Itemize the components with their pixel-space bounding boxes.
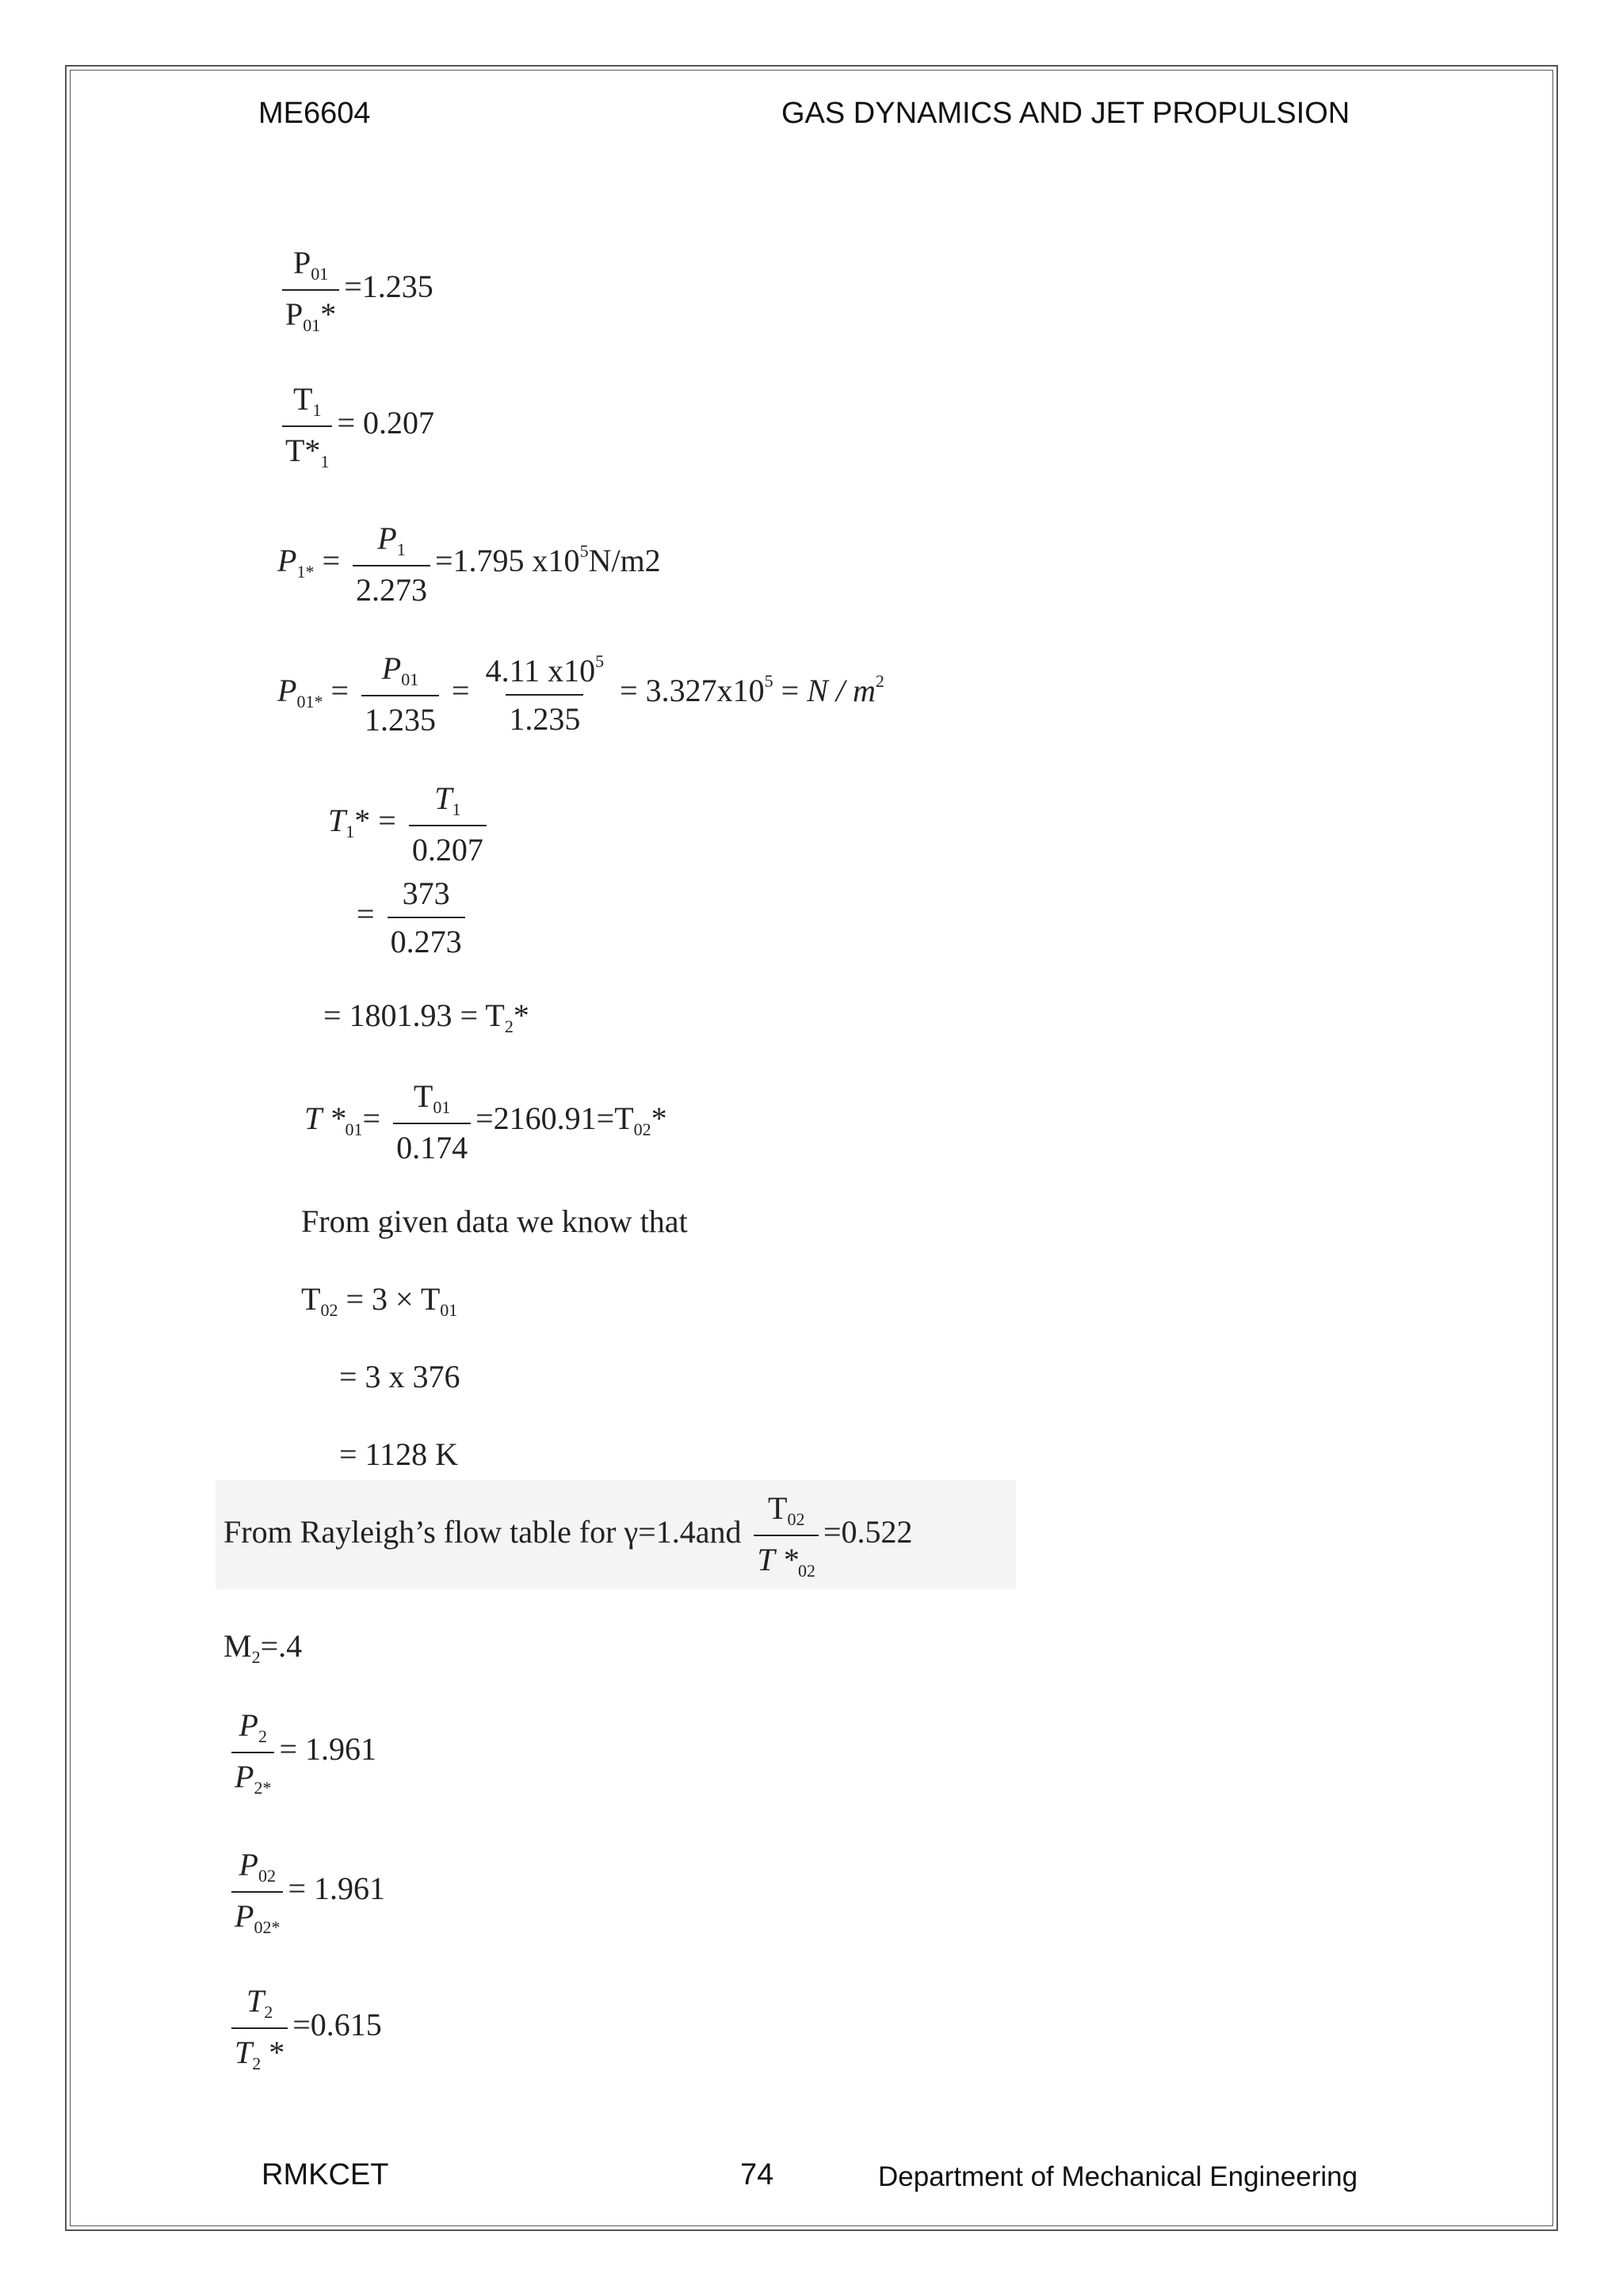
equation-p01-ratio: $\frac{P_{01}}{P_{01}*}$ =1.235 (277, 244, 433, 336)
equation-t1-star-value: = $\frac{373}{0.273}$ (357, 875, 470, 960)
header-course-code: ME6604 (258, 97, 371, 130)
equation-t2-ratio: $\frac{T_2}{T_2 *}$ =0.615 (227, 1982, 382, 2074)
equation-p2-ratio: $\frac{P_2}{P_{2*}}$ = 1.961 (227, 1707, 376, 1798)
equation-p01-star: $P_{01*}$ = $\frac{P_{01}}{1.235}$ = $\frac{4.11 x10^5}{1.235}$ = $3.327x10^5 = N / m^2$ (277, 650, 884, 738)
footer-institution: RMKCET (262, 2158, 389, 2191)
equation-p02-ratio: $\frac{P_{02}}{P_{02*}}$ = 1.961 (227, 1846, 385, 1938)
equation-p1-star: $P_{1*}$ = $\frac{P_1}{2.273}$ =1.795 $x10^5N/m2$ (277, 521, 661, 608)
text-rayleigh-table: From Rayleigh’s flow table for γ=1.4and $\frac{T_{02}}{T *_{02}}$ =0.522 (223, 1490, 913, 1581)
equation-t01-star: T $*_{01}=$ $\frac{T_{01}}{0.174}$ $=2160.91=T_{02}*$ (304, 1078, 667, 1165)
text-given-data: From given data we know that (301, 1203, 688, 1239)
equation-t02-step: = 3 x 376 (339, 1359, 460, 1394)
header-course-title: GAS DYNAMICS AND JET PROPULSION (781, 97, 1350, 130)
equation-t1-ratio: $\frac{T_1}{T*_1}$ = 0.207 (277, 380, 434, 472)
equation-t02-result: = 1128 K (339, 1436, 458, 1472)
equation-t02: $T_{02} = 3 \times T_{01}$ (301, 1281, 458, 1320)
equation-t1-star: $T_1*$ = $\frac{T_1}{0.207}$ (328, 780, 491, 868)
equation-t2-star: = $1801.93 = T_2*$ (323, 997, 529, 1036)
equation-mach-2: $M_2=.4$ (223, 1628, 303, 1667)
footer-page-number: 74 (740, 2158, 774, 2191)
footer-department: Department of Mechanical Engineering (878, 2161, 1358, 2192)
